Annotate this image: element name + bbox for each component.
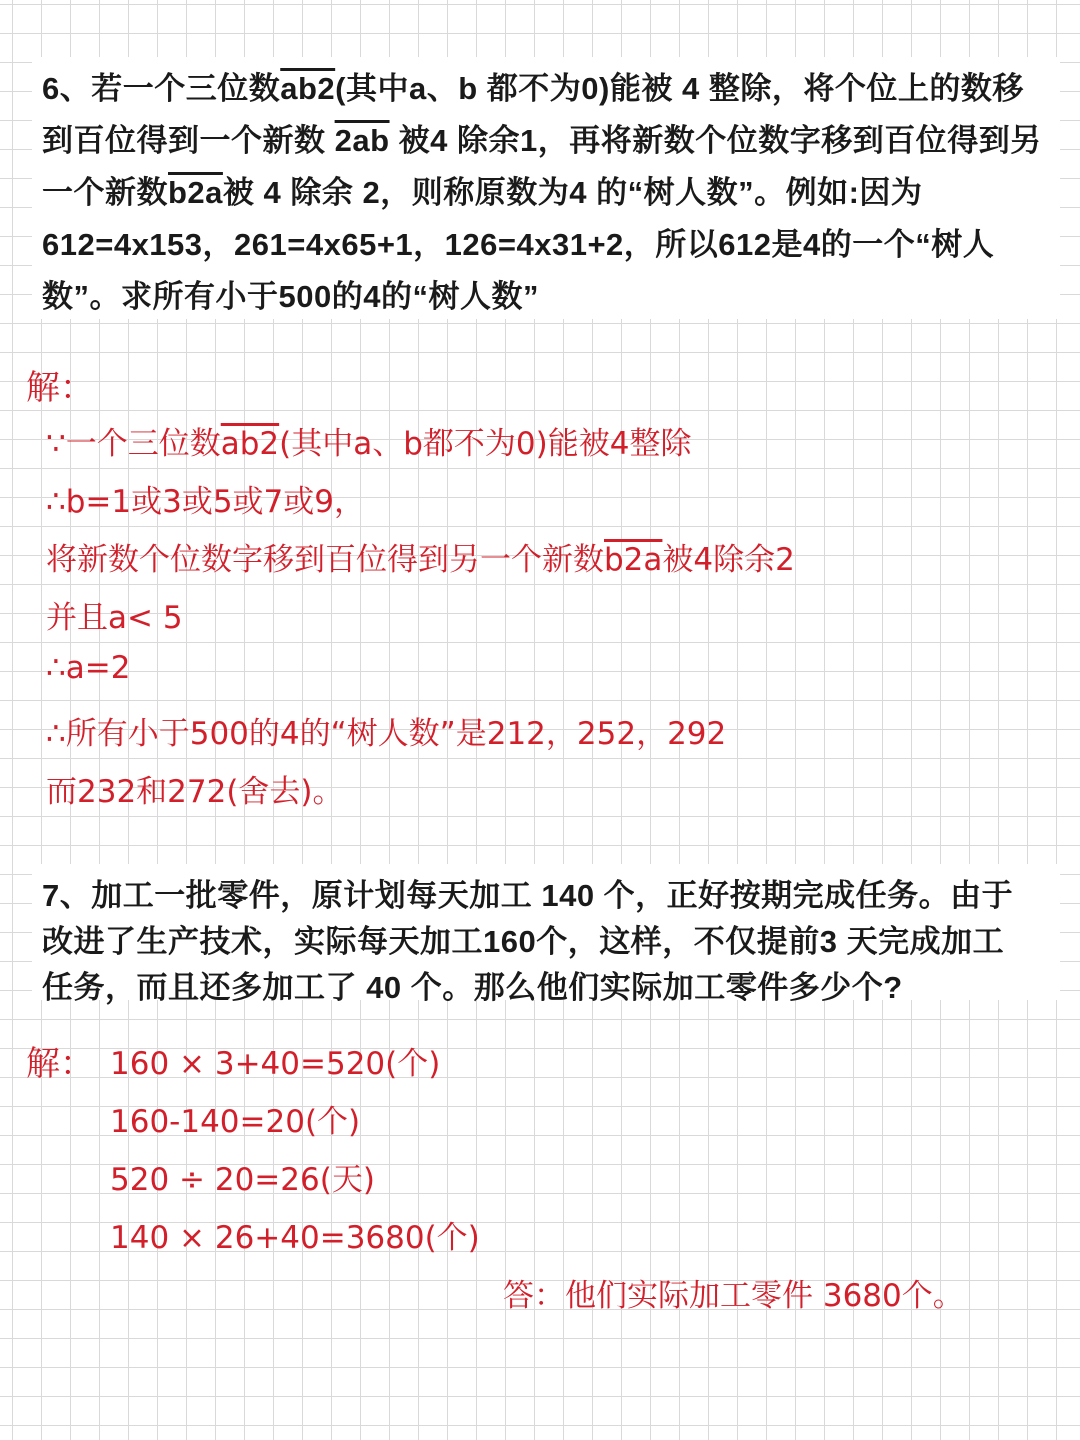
solution-7-step-2: 160-140=20(个) bbox=[110, 1104, 361, 1140]
overline-number: ab2 bbox=[280, 71, 336, 106]
problem-6-card bbox=[32, 57, 1060, 319]
problem-6-line-4: 612=4x153，261=4x65+1，126=4x31+2，所以612是4的一个“树人 bbox=[42, 227, 995, 262]
solution-6-label: 解： bbox=[26, 368, 94, 408]
overline-number: 2ab bbox=[334, 123, 390, 158]
problem-7-line-1: 7、加工一批零件，原计划每天加工 140 个，正好按期完成任务。由于 bbox=[42, 878, 1014, 913]
solution-6-line-7: 而232和272(舍去)。 bbox=[46, 774, 344, 810]
solution-7-answer: 答：他们实际加工零件 3680个。 bbox=[503, 1278, 964, 1314]
solution-6-line-1: ∵一个三位数ab2(其中a、b都不为0)能被4整除 bbox=[46, 426, 692, 462]
problem-7-line-3: 任务，而且还多加工了 40 个。那么他们实际加工零件多少个? bbox=[42, 970, 903, 1005]
overline-number: b2a bbox=[168, 175, 223, 210]
problem-7-line-2: 改进了生产技术，实际每天加工160个，这样，不仅提前3 天完成加工 bbox=[42, 924, 1005, 959]
solution-6-line-2: ∴b=1或3或5或7或9， bbox=[46, 484, 365, 520]
solution-7-label: 解： bbox=[26, 1044, 94, 1084]
overline-number: b2a bbox=[604, 542, 663, 578]
solution-6-line-4: 并且a< 5 bbox=[46, 600, 183, 636]
problem-6-line-5: 数”。求所有小于500的4的“树人数” bbox=[42, 279, 539, 314]
solution-7-step-4: 140 × 26+40=3680(个) bbox=[110, 1220, 480, 1256]
solution-6-line-5: ∴a=2 bbox=[46, 650, 131, 686]
problem-7-card bbox=[32, 864, 1060, 1005]
solution-7-step-3: 520 ÷ 20=26(天) bbox=[110, 1162, 375, 1198]
solution-7-step-1: 160 × 3+40=520(个) bbox=[110, 1046, 441, 1082]
problem-6-line-2: 到百位得到一个新数 2ab 被4 除余1，再将新数个位数字移到百位得到另 bbox=[42, 123, 1042, 158]
problem-6-line-1: 6、若一个三位数ab2(其中a、b 都不为0)能被 4 整除，将个位上的数移 bbox=[42, 71, 1024, 106]
solution-6-line-3: 将新数个位数字移到百位得到另一个新数b2a被4除余2 bbox=[46, 542, 795, 578]
overline-number: ab2 bbox=[220, 426, 280, 462]
problem-6-line-3: 一个新数b2a被 4 除余 2，则称原数为4 的“树人数”。例如:因为 bbox=[42, 175, 923, 210]
solution-6-line-6: ∴所有小于500的4的“树人数”是212，252，292 bbox=[46, 716, 727, 752]
